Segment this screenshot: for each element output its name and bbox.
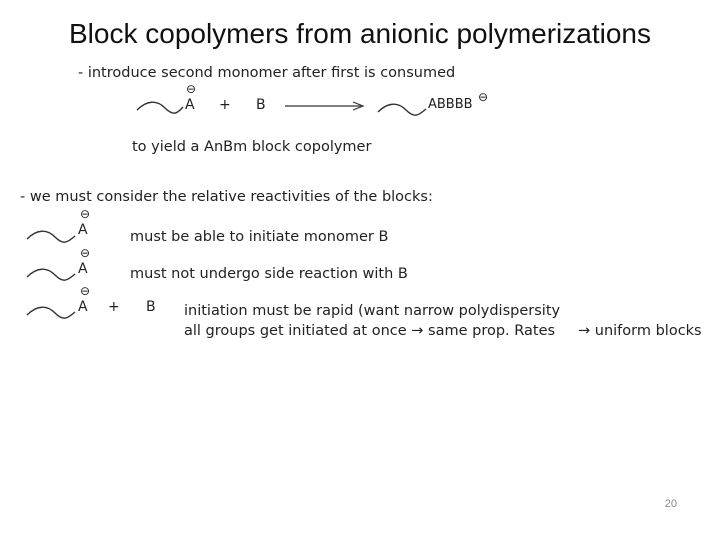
reactant-label: A [185, 97, 195, 113]
polymer-chain-icon [25, 227, 77, 247]
result-text: → uniform blocks [578, 323, 702, 339]
requirement-text: must be able to initiate monomer B [130, 229, 389, 245]
charge-icon: ⊖ [186, 82, 197, 96]
monomer-label: B [256, 97, 266, 113]
yield-line: to yield a AnBm block copolymer [132, 139, 372, 155]
charge-icon: ⊖ [80, 284, 91, 298]
polymer-chain-icon [376, 100, 428, 120]
reaction-arrow-icon [283, 100, 369, 112]
chain-end-label: A [78, 299, 88, 315]
chain-end-label: A [78, 261, 88, 277]
plus-sign: + [219, 97, 231, 113]
requirement-text-continued: all groups get initiated at once → same prop. Rates [184, 323, 556, 339]
polymer-chain-icon [135, 98, 185, 118]
monomer-label: B [146, 299, 156, 315]
polymer-chain-icon [25, 265, 77, 285]
polymer-chain-icon [25, 303, 77, 323]
charge-icon: ⊖ [80, 246, 91, 260]
slide-title: Block copolymers from anionic polymerizations [69, 18, 651, 49]
plus-sign: + [108, 299, 120, 315]
charge-icon: ⊖ [80, 207, 91, 221]
reactivity-heading: - we must consider the relative reactivities of the blocks: [20, 189, 433, 205]
chain-end-label: A [78, 222, 88, 238]
product-label: ABBBB [428, 97, 473, 112]
intro-line: - introduce second monomer after first is consumed [78, 65, 456, 81]
requirement-text: must not undergo side reaction with B [130, 266, 408, 282]
page-number: 20 [664, 498, 677, 510]
requirement-text: initiation must be rapid (want narrow polydispersity [184, 303, 561, 319]
charge-icon: ⊖ [478, 90, 489, 104]
